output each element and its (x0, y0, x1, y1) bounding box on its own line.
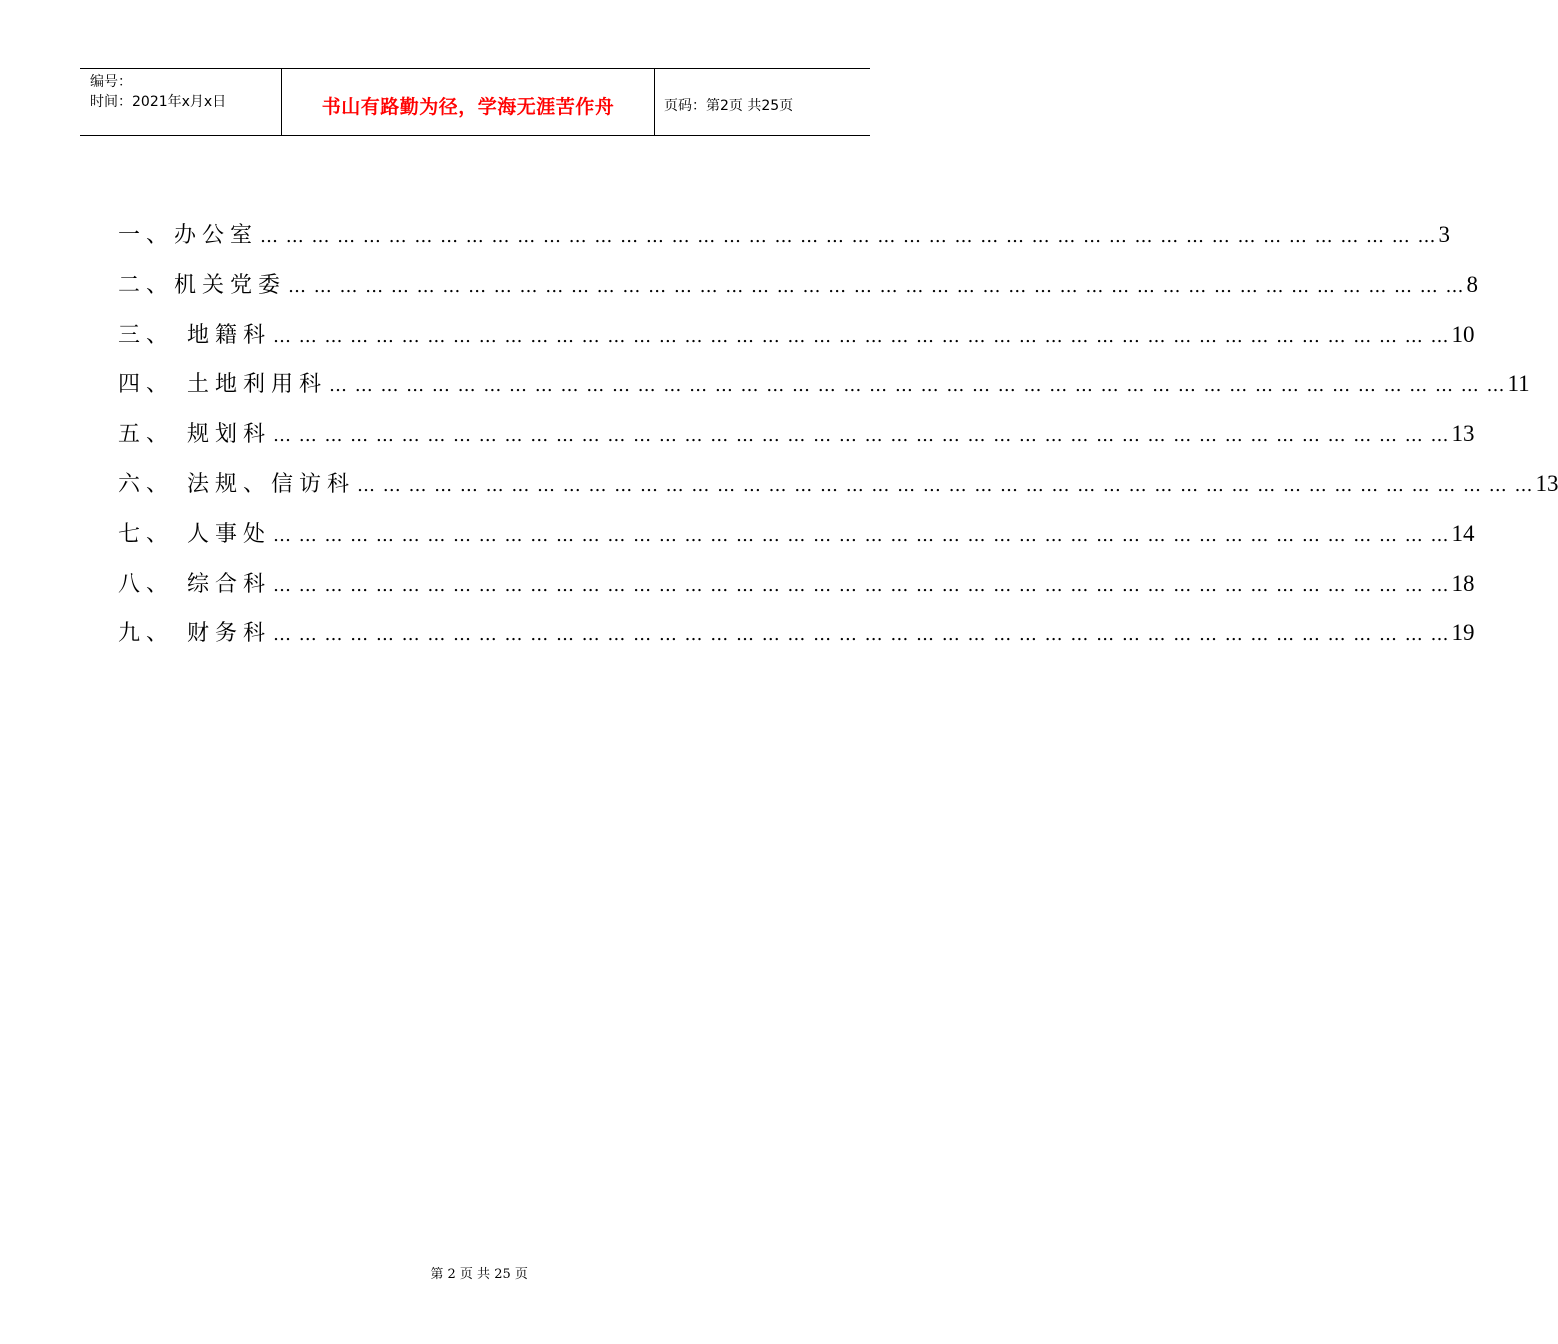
toc-item[interactable] (118, 467, 1558, 517)
toc-item-page: 19 (1451, 620, 1475, 646)
toc-item-title: 九、 财务科 (118, 621, 271, 647)
header-page-cell (655, 69, 870, 135)
toc-item-page: 8 (1466, 271, 1478, 297)
toc-leader: … … … … … … … … … … … … … … … … … … … … … … … … … … … … … … … … … … … … … … … … … … … … … … (273, 574, 1450, 596)
toc-item[interactable] (118, 367, 1530, 417)
toc-item-title: 七、 人事处 (118, 521, 271, 547)
page-header (80, 68, 870, 136)
toc-item[interactable] (118, 417, 1475, 467)
toc-item-page: 13 (1451, 421, 1475, 447)
toc-item[interactable] (118, 567, 1475, 617)
page-footer (0, 1248, 950, 1282)
toc-leader: … … … … … … … … … … … … … … … … … … … … … … … … … … … … … … … … … … … … … … … … … … … … … … (273, 325, 1450, 347)
number-label: 编号： (90, 74, 132, 90)
toc-leader: … … … … … … … … … … … … … … … … … … … … … … … … … … … … … … … … … … … … … … … … … … … … … … (329, 375, 1506, 397)
toc-item-title: 五、 规划科 (118, 422, 271, 448)
header-meta-cell (80, 69, 282, 135)
toc-item-title: 一、办公室 (118, 223, 259, 248)
toc-leader: … … … … … … … … … … … … … … … … … … … … … … … … … … … … … … … … … … … … … … … … … … … … … … (273, 524, 1450, 546)
toc-item-title: 四、 土地利用科 (118, 372, 327, 398)
toc-leader: … … … … … … … … … … … … … … … … … … … … … … … … … … … … … … … … … … … … … … … … … … … … … … (288, 275, 1465, 297)
toc-item-page: 18 (1451, 570, 1475, 596)
toc-leader: … … … … … … … … … … … … … … … … … … … … … … … … … … … … … … … … … … … … … … … … … … … … … … (273, 425, 1450, 447)
toc-leader: … … … … … … … … … … … … … … … … … … … … … … … … … … … … … … … … … … … … … … … … … … … … … … (273, 624, 1450, 646)
toc-leader: … … … … … … … … … … … … … … … … … … … … … … … … … … … … … … … … … … … … … … … … … … … … … … (260, 226, 1437, 247)
toc-item-page: 14 (1451, 520, 1475, 546)
toc-item-title: 三、 地籍科 (118, 322, 271, 348)
toc-item-title: 八、 综合科 (118, 571, 271, 597)
time-label: 时间：2021年x月x日 (90, 94, 227, 110)
toc-item-page: 13 (1535, 470, 1558, 496)
motto-text: 书山有路勤为径，学海无涯苦作舟 (321, 95, 615, 118)
header-motto-cell (282, 69, 655, 135)
toc-item-page: 10 (1451, 321, 1475, 347)
table-of-contents (118, 218, 1558, 666)
toc-leader: … … … … … … … … … … … … … … … … … … … … … … … … … … … … … … … … … … … … … … … … … … … … … … (357, 474, 1534, 496)
toc-item[interactable] (118, 517, 1475, 567)
toc-item[interactable] (118, 218, 1450, 268)
header-page-info: 页码：第2页 共25页 (664, 98, 794, 114)
toc-item-title: 二、机关党委 (118, 272, 287, 298)
toc-item-page: 11 (1507, 371, 1530, 397)
toc-item-title: 六、 法规、信访科 (118, 471, 355, 497)
toc-item[interactable] (118, 616, 1475, 666)
toc-item-page: 3 (1438, 222, 1450, 247)
toc-item[interactable] (118, 268, 1478, 318)
footer-page-info: 第 2 页 共 25 页 (430, 1267, 528, 1282)
toc-item[interactable] (118, 318, 1475, 368)
